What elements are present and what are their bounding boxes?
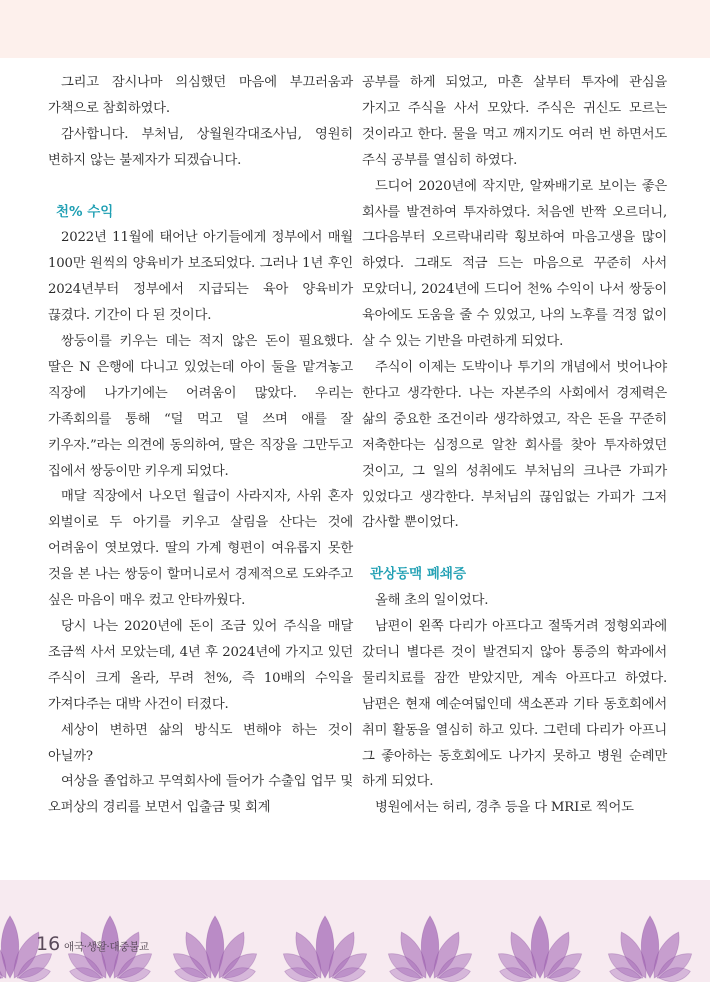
publication-title: 애국·생활·대중불교: [64, 941, 149, 953]
top-band: [0, 0, 710, 58]
lotus-flower: [604, 916, 696, 982]
paragraph: 감사합니다. 부처님, 상월원각대조사님, 영원히 변하지 않는 불제자가 되겠습니다.: [48, 126, 353, 168]
lotus-flower: [279, 916, 371, 982]
paragraph: 남편이 왼쪽 다리가 아프다고 절뚝거려 정형외과에 갔더니 별다른 것이 발견되지 않아 통증의 학과에서 물리치료를 잠깐 받았지만, 계속 아프다고 하였다. 남편은 현재 예순여덟인데 색소폰과 기타 동호회에서 취미 활동을 열심히 하고 있다. 그런데 다리가 아프니 그 좋아하는 동호회에도 나가지 못하고 병원 순례만 하게 되었다.: [362, 619, 667, 790]
lotus-flower: [169, 916, 261, 982]
section-heading: 관상동맥 폐쇄증: [370, 566, 466, 583]
section-gap: [48, 174, 353, 200]
page-number: 16: [36, 933, 61, 955]
paragraph: 병원에서는 허리, 경추 등을 다 MRI로 찍어도: [375, 800, 634, 816]
lotus-footer: [0, 880, 710, 982]
paragraph: 여상을 졸업하고 무역회사에 들어가 수출입 업무 및 오퍼상의 경리를 보면서 입출금 및 회계: [48, 774, 353, 816]
section-gap: [362, 536, 667, 562]
paragraph: 2022년 11월에 태어난 아기들에게 정부에서 매월 100만 원씩의 양육비가 보조되었다. 그러나 1년 후인 2024년부터 정부에서 지급되는 육아 양육비가 끊겼다. 기간이 다 된 것이다.: [48, 230, 353, 324]
lotus-flower: [494, 916, 586, 982]
paragraph: 매달 직장에서 나오던 월급이 사라지자, 사위 혼자 외벌이로 두 아기를 키우고 살림을 산다는 것에 어려움이 엿보였다. 딸의 가계 형편이 여유롭지 못한 것을 본 나는 쌍둥이 할머니로서 경제적으로 도와주고 싶은 마음이 매우 컸고 안타까웠다.: [48, 489, 353, 609]
paragraph: 드디어 2020년에 작지만, 알짜배기로 보이는 좋은 회사를 발견하여 투자하였다. 처음엔 반짝 오르더니, 그다음부터 오르락내리락 횡보하여 마음고생을 많이 하였다. 그래도 적금 드는 마음으로 꾸준히 사서 모았더니, 2024년에 드디어 천% 수익이 나서 쌍둥이 육아에도 도움을 줄 수 있었고, 나의 노후를 걱정 없이 살 수 있는 기반을 마련하게 되었다.: [362, 178, 667, 350]
paragraph: 그리고 잠시나마 의심했던 마음에 부끄러움과 가책으로 참회하였다.: [48, 75, 353, 116]
lotus-flower: [384, 916, 476, 982]
paragraph: 공부를 하게 되었고, 마흔 살부터 투자에 관심을 가지고 주식을 사서 모았다. 주식은 귀신도 모르는 것이라고 한다. 물을 먹고 깨지기도 여러 번 하면서도 주식 공부를 열심히 하였다.: [362, 75, 667, 168]
section-heading: 천% 수익: [56, 203, 114, 220]
right-column: [362, 70, 667, 821]
paragraph: 쌍둥이를 키우는 데는 적지 않은 돈이 필요했다. 딸은 N 은행에 다니고 있었는데 아이 둘을 맡겨놓고 직장에 나가기에는 어려움이 많았다. 우리는 가족회의를 통해 “덜 먹고 덜 쓰며 애를 잘 키우자.”라는 의견에 동의하여, 딸은 직장을 그만두고 집에서 쌍둥이만 키우게 되었다.: [48, 334, 353, 479]
paragraph: 주식이 이제는 도박이나 투기의 개념에서 벗어나야 한다고 생각한다. 나는 자본주의 사회에서 경제력은 삶의 중요한 조건이라 생각하였고, 작은 돈을 꾸준히 저축한다는 심정으로 알찬 회사를 찾아 투자하였던 것이고, 그 일의 성취에도 부처님의 크나큰 가피가 있었다고 생각한다. 부처님의 끊임없는 가피가 그저 감사할 뿐이었다.: [362, 359, 667, 531]
paragraph: 세상이 변하면 삶의 방식도 변해야 하는 것이 아닐까?: [48, 722, 353, 764]
lotus-flowers-icon: [0, 880, 710, 982]
left-column: [48, 70, 353, 821]
paragraph: 올해 초의 일이었다.: [375, 593, 489, 609]
paragraph: 당시 나는 2020년에 돈이 조금 있어 주식을 매달 조금씩 사서 모았는데, 4년 후 2024년에 가지고 있던 주식이 크게 올라, 무려 천%, 즉 10배의 수익을 가져다주는 대박 사건이 터졌다.: [48, 619, 353, 712]
